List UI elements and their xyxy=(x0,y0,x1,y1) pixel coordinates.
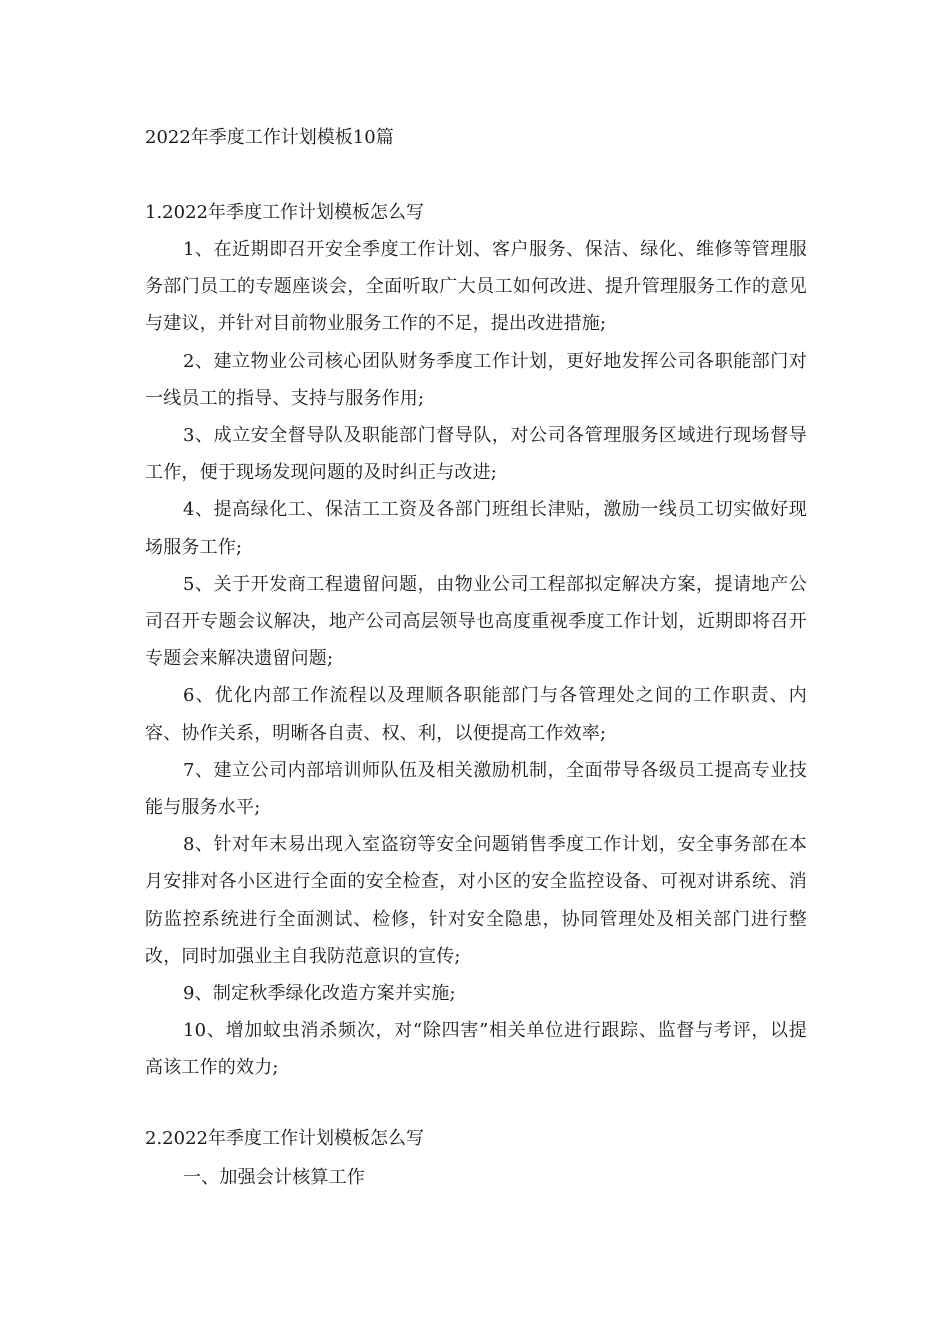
paragraph: 6、优化内部工作流程以及理顺各职能部门与各管理处之间的工作职责、内容、协作关系，明晰各自责、权、利，以便提高工作效率; xyxy=(145,685,807,744)
document-title: 2022年季度工作计划模板10篇 xyxy=(145,127,394,148)
paragraph: 9、制定秋季绿化改造方案并实施; xyxy=(183,983,456,1005)
section-heading: 1.2022年季度工作计划模板怎么写 xyxy=(145,202,424,223)
section-body xyxy=(145,231,807,1087)
paragraph: 2、建立物业公司核心团队财务季度工作计划，更好地发挥公司各职能部门对一线员工的指导、支持与服务作用; xyxy=(145,350,807,409)
paragraph: 7、建立公司内部培训师队伍及相关激励机制，全面带导各级员工提高专业技能与服务水平; xyxy=(145,759,807,819)
section-body xyxy=(145,1159,807,1196)
section-heading: 2.2022年季度工作计划模板怎么写 xyxy=(145,1128,424,1149)
paragraph: 5、关于开发商工程遗留问题，由物业公司工程部拟定解决方案，提请地产公司召开专题会议解决，地产公司高层领导也高度重视季度工作计划，近期即将召开专题会来解决遗留问题; xyxy=(145,573,807,670)
paragraph: 4、提高绿化工、保洁工工资及各部门班组长津贴，激励一线员工切实做好现场服务工作; xyxy=(145,499,807,558)
paragraph: 1、在近期即召开安全季度工作计划、客户服务、保洁、绿化、维修等管理服务部门员工的专题座谈会，全面听取广大员工如何改进、提升管理服务工作的意见与建议，并针对目前物业服务工作的不足，提出改进措施; xyxy=(145,239,807,335)
paragraph: 8、针对年末易出现入室盗窃等安全问题销售季度工作计划，安全事务部在本月安排对各小区进行全面的安全检查，对小区的安全监控设备、可视对讲系统、消防监控系统进行全面测试、检修，针对安全隐患，协同管理处及相关部门进行整改，同时加强业主自我防范意识的宣传; xyxy=(145,834,807,967)
paragraph: 一、加强会计核算工作 xyxy=(183,1167,365,1188)
paragraph: 10、增加蚊虫消杀频次，对“除四害”相关单位进行跟踪、监督与考评，以提高该工作的效力; xyxy=(145,1020,807,1079)
paragraph: 3、成立安全督导队及职能部门督导队，对公司各管理服务区域进行现场督导工作，便于现场发现问题的及时纠正与改进; xyxy=(145,425,807,484)
